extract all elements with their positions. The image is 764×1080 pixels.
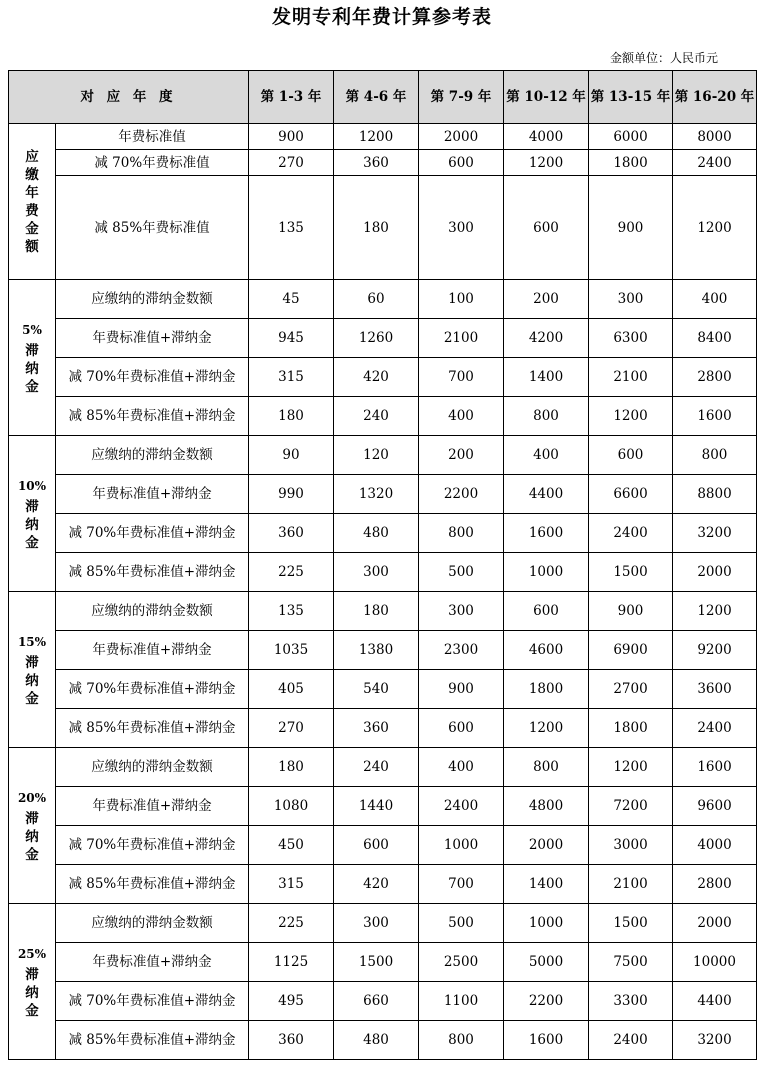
fee-amount-cell: 1100: [419, 982, 504, 1021]
table-body: [9, 124, 757, 1060]
header-year: 第 10-12 年: [504, 71, 589, 124]
fee-amount-cell: 1000: [504, 553, 589, 592]
fee-amount-cell: 8400: [673, 319, 757, 358]
group-label: 滞纳金: [25, 654, 39, 707]
fee-amount-cell: 900: [249, 124, 334, 150]
fee-amount-cell: 6600: [589, 475, 673, 514]
table-row: [9, 982, 757, 1021]
fee-amount-cell: 900: [589, 176, 673, 280]
table-row: [9, 826, 757, 865]
fee-amount-cell: 9200: [673, 631, 757, 670]
fee-amount-cell: 120: [334, 436, 419, 475]
table-row: [9, 319, 757, 358]
fee-amount-cell: 9600: [673, 787, 757, 826]
fee-amount-cell: 60: [334, 280, 419, 319]
fee-item-label: 应缴纳的滞纳金数额: [56, 904, 249, 943]
fee-item-label: 减 70%年费标准值+滞纳金: [56, 670, 249, 709]
group-label-cell: [9, 280, 56, 436]
fee-amount-cell: 4800: [504, 787, 589, 826]
fee-amount-cell: 1200: [673, 176, 757, 280]
fee-amount-cell: 1035: [249, 631, 334, 670]
late-fee-rate: 10%: [17, 478, 47, 493]
fee-amount-cell: 315: [249, 865, 334, 904]
group-label-cell: [9, 436, 56, 592]
fee-amount-cell: 1380: [334, 631, 419, 670]
group-label: 滞纳金: [25, 966, 39, 1019]
fee-amount-cell: 8800: [673, 475, 757, 514]
fee-amount-cell: 225: [249, 553, 334, 592]
fee-amount-cell: 3300: [589, 982, 673, 1021]
fee-amount-cell: 800: [419, 514, 504, 553]
fee-amount-cell: 5000: [504, 943, 589, 982]
fee-item-label: 减 70%年费标准值+滞纳金: [56, 514, 249, 553]
group-label: 应缴年费金额: [25, 148, 39, 255]
fee-amount-cell: 200: [419, 436, 504, 475]
fee-amount-cell: 1500: [334, 943, 419, 982]
group-label-cell: [9, 124, 56, 280]
fee-amount-cell: 2300: [419, 631, 504, 670]
fee-amount-cell: 1125: [249, 943, 334, 982]
table-row: [9, 514, 757, 553]
fee-amount-cell: 240: [334, 397, 419, 436]
fee-amount-cell: 180: [334, 176, 419, 280]
table-row: [9, 865, 757, 904]
fee-amount-cell: 225: [249, 904, 334, 943]
fee-amount-cell: 405: [249, 670, 334, 709]
fee-amount-cell: 6300: [589, 319, 673, 358]
fee-amount-cell: 6900: [589, 631, 673, 670]
fee-item-label: 应缴纳的滞纳金数额: [56, 436, 249, 475]
group-label-cell: [9, 592, 56, 748]
header-year: 第 4-6 年: [334, 71, 419, 124]
fee-amount-cell: 360: [249, 514, 334, 553]
table-row: [9, 943, 757, 982]
header-year: 第 1-3 年: [249, 71, 334, 124]
fee-amount-cell: 4000: [673, 826, 757, 865]
header-year: 第 7-9 年: [419, 71, 504, 124]
fee-amount-cell: 1200: [504, 709, 589, 748]
fee-amount-cell: 45: [249, 280, 334, 319]
fee-amount-cell: 90: [249, 436, 334, 475]
fee-amount-cell: 8000: [673, 124, 757, 150]
fee-item-label: 应缴纳的滞纳金数额: [56, 748, 249, 787]
fee-amount-cell: 660: [334, 982, 419, 1021]
fee-amount-cell: 300: [419, 592, 504, 631]
table-row: [9, 358, 757, 397]
fee-amount-cell: 600: [334, 826, 419, 865]
fee-amount-cell: 2500: [419, 943, 504, 982]
fee-amount-cell: 2100: [589, 865, 673, 904]
table-row: [9, 670, 757, 709]
fee-amount-cell: 1800: [504, 670, 589, 709]
fee-amount-cell: 300: [334, 904, 419, 943]
fee-amount-cell: 400: [673, 280, 757, 319]
fee-amount-cell: 360: [249, 1021, 334, 1060]
group-label-cell: [9, 748, 56, 904]
fee-amount-cell: 3200: [673, 1021, 757, 1060]
fee-amount-cell: 1500: [589, 904, 673, 943]
fee-amount-cell: 7500: [589, 943, 673, 982]
fee-amount-cell: 495: [249, 982, 334, 1021]
fee-amount-cell: 540: [334, 670, 419, 709]
fee-amount-cell: 800: [504, 397, 589, 436]
fee-amount-cell: 1800: [589, 150, 673, 176]
fee-item-label: 减 85%年费标准值: [56, 176, 249, 280]
fee-amount-cell: 4400: [673, 982, 757, 1021]
fee-amount-cell: 3000: [589, 826, 673, 865]
fee-amount-cell: 800: [419, 1021, 504, 1060]
fee-amount-cell: 990: [249, 475, 334, 514]
fee-amount-cell: 2800: [673, 865, 757, 904]
fee-item-label: 年费标准值+滞纳金: [56, 319, 249, 358]
table-row: [9, 475, 757, 514]
fee-item-label: 年费标准值+滞纳金: [56, 943, 249, 982]
fee-amount-cell: 900: [419, 670, 504, 709]
fee-amount-cell: 2400: [673, 150, 757, 176]
table-row: [9, 904, 757, 943]
table-row: [9, 748, 757, 787]
fee-amount-cell: 3600: [673, 670, 757, 709]
fee-amount-cell: 200: [504, 280, 589, 319]
fee-amount-cell: 1000: [419, 826, 504, 865]
fee-amount-cell: 7200: [589, 787, 673, 826]
fee-amount-cell: 800: [673, 436, 757, 475]
fee-amount-cell: 300: [334, 553, 419, 592]
table-row: [9, 709, 757, 748]
fee-amount-cell: 420: [334, 865, 419, 904]
fee-amount-cell: 1200: [504, 150, 589, 176]
fee-amount-cell: 270: [249, 709, 334, 748]
fee-item-label: 减 70%年费标准值: [56, 150, 249, 176]
fee-amount-cell: 600: [419, 150, 504, 176]
fee-item-label: 年费标准值: [56, 124, 249, 150]
fee-amount-cell: 400: [419, 397, 504, 436]
table-row: [9, 631, 757, 670]
fee-amount-cell: 1200: [589, 748, 673, 787]
fee-item-label: 减 85%年费标准值+滞纳金: [56, 553, 249, 592]
fee-amount-cell: 180: [249, 397, 334, 436]
fee-amount-cell: 1500: [589, 553, 673, 592]
fee-amount-cell: 100: [419, 280, 504, 319]
fee-amount-cell: 3200: [673, 514, 757, 553]
page-title: 发明专利年费计算参考表: [271, 6, 492, 28]
fee-item-label: 减 70%年费标准值+滞纳金: [56, 358, 249, 397]
late-fee-rate: 20%: [17, 790, 47, 805]
annual-fee-table: [8, 70, 757, 1060]
fee-amount-cell: 1600: [504, 514, 589, 553]
fee-item-label: 应缴纳的滞纳金数额: [56, 280, 249, 319]
fee-item-label: 减 70%年费标准值+滞纳金: [56, 826, 249, 865]
fee-amount-cell: 2000: [673, 904, 757, 943]
fee-amount-cell: 1600: [673, 397, 757, 436]
fee-amount-cell: 1260: [334, 319, 419, 358]
table-row: [9, 176, 757, 280]
fee-amount-cell: 480: [334, 514, 419, 553]
fee-amount-cell: 500: [419, 553, 504, 592]
fee-amount-cell: 700: [419, 358, 504, 397]
fee-amount-cell: 315: [249, 358, 334, 397]
fee-item-label: 应缴纳的滞纳金数额: [56, 592, 249, 631]
fee-amount-cell: 10000: [673, 943, 757, 982]
fee-amount-cell: 2000: [419, 124, 504, 150]
fee-amount-cell: 2000: [504, 826, 589, 865]
fee-amount-cell: 2200: [419, 475, 504, 514]
fee-amount-cell: 600: [504, 176, 589, 280]
fee-amount-cell: 600: [589, 436, 673, 475]
group-label: 滞纳金: [25, 810, 39, 863]
fee-item-label: 年费标准值+滞纳金: [56, 631, 249, 670]
fee-item-label: 减 85%年费标准值+滞纳金: [56, 397, 249, 436]
fee-amount-cell: 2200: [504, 982, 589, 1021]
fee-amount-cell: 360: [334, 709, 419, 748]
fee-amount-cell: 2700: [589, 670, 673, 709]
table-row: [9, 150, 757, 176]
table-row: [9, 397, 757, 436]
fee-amount-cell: 1600: [673, 748, 757, 787]
fee-item-label: 减 85%年费标准值+滞纳金: [56, 709, 249, 748]
fee-amount-cell: 180: [249, 748, 334, 787]
fee-amount-cell: 300: [589, 280, 673, 319]
fee-amount-cell: 300: [419, 176, 504, 280]
fee-amount-cell: 420: [334, 358, 419, 397]
fee-amount-cell: 240: [334, 748, 419, 787]
group-label: 滞纳金: [25, 498, 39, 551]
fee-amount-cell: 945: [249, 319, 334, 358]
header-corner: 对 应 年 度: [9, 71, 249, 124]
fee-amount-cell: 600: [419, 709, 504, 748]
fee-amount-cell: 4200: [504, 319, 589, 358]
table-row: [9, 553, 757, 592]
late-fee-rate: 5%: [22, 322, 42, 337]
fee-amount-cell: 1200: [589, 397, 673, 436]
fee-amount-cell: 4600: [504, 631, 589, 670]
fee-amount-cell: 1440: [334, 787, 419, 826]
fee-amount-cell: 900: [589, 592, 673, 631]
fee-item-label: 年费标准值+滞纳金: [56, 787, 249, 826]
fee-amount-cell: 2400: [589, 514, 673, 553]
fee-amount-cell: 2400: [589, 1021, 673, 1060]
fee-amount-cell: 400: [504, 436, 589, 475]
fee-amount-cell: 2400: [673, 709, 757, 748]
fee-amount-cell: 2400: [419, 787, 504, 826]
currency-unit-note: 金额单位：人民币元: [609, 51, 718, 65]
fee-item-label: 年费标准值+滞纳金: [56, 475, 249, 514]
fee-amount-cell: 700: [419, 865, 504, 904]
fee-amount-cell: 1400: [504, 358, 589, 397]
fee-amount-cell: 2000: [673, 553, 757, 592]
fee-amount-cell: 1200: [334, 124, 419, 150]
fee-amount-cell: 4000: [504, 124, 589, 150]
late-fee-rate: 15%: [17, 634, 47, 649]
fee-amount-cell: 1320: [334, 475, 419, 514]
table-row: [9, 124, 757, 150]
table-row: [9, 436, 757, 475]
late-fee-rate: 25%: [17, 946, 47, 961]
header-year: 第 13-15 年: [589, 71, 673, 124]
fee-amount-cell: 400: [419, 748, 504, 787]
table-row: [9, 1021, 757, 1060]
fee-amount-cell: 270: [249, 150, 334, 176]
header-year: 第 16-20 年: [673, 71, 757, 124]
fee-amount-cell: 180: [334, 592, 419, 631]
fee-amount-cell: 135: [249, 592, 334, 631]
fee-amount-cell: 1400: [504, 865, 589, 904]
fee-amount-cell: 2100: [589, 358, 673, 397]
fee-amount-cell: 600: [504, 592, 589, 631]
fee-amount-cell: 6000: [589, 124, 673, 150]
fee-item-label: 减 85%年费标准值+滞纳金: [56, 1021, 249, 1060]
fee-item-label: 减 85%年费标准值+滞纳金: [56, 865, 249, 904]
table-row: [9, 280, 757, 319]
fee-amount-cell: 800: [504, 748, 589, 787]
fee-amount-cell: 360: [334, 150, 419, 176]
fee-amount-cell: 1800: [589, 709, 673, 748]
fee-amount-cell: 4400: [504, 475, 589, 514]
group-label: 滞纳金: [25, 342, 39, 395]
fee-amount-cell: 1200: [673, 592, 757, 631]
fee-amount-cell: 450: [249, 826, 334, 865]
fee-amount-cell: 500: [419, 904, 504, 943]
fee-amount-cell: 2800: [673, 358, 757, 397]
fee-amount-cell: 480: [334, 1021, 419, 1060]
group-label-cell: [9, 904, 56, 1060]
header-row: [9, 71, 757, 124]
fee-amount-cell: 1000: [504, 904, 589, 943]
fee-amount-cell: 1080: [249, 787, 334, 826]
table-row: [9, 592, 757, 631]
fee-item-label: 减 70%年费标准值+滞纳金: [56, 982, 249, 1021]
fee-amount-cell: 1600: [504, 1021, 589, 1060]
fee-amount-cell: 135: [249, 176, 334, 280]
fee-amount-cell: 2100: [419, 319, 504, 358]
table-row: [9, 787, 757, 826]
